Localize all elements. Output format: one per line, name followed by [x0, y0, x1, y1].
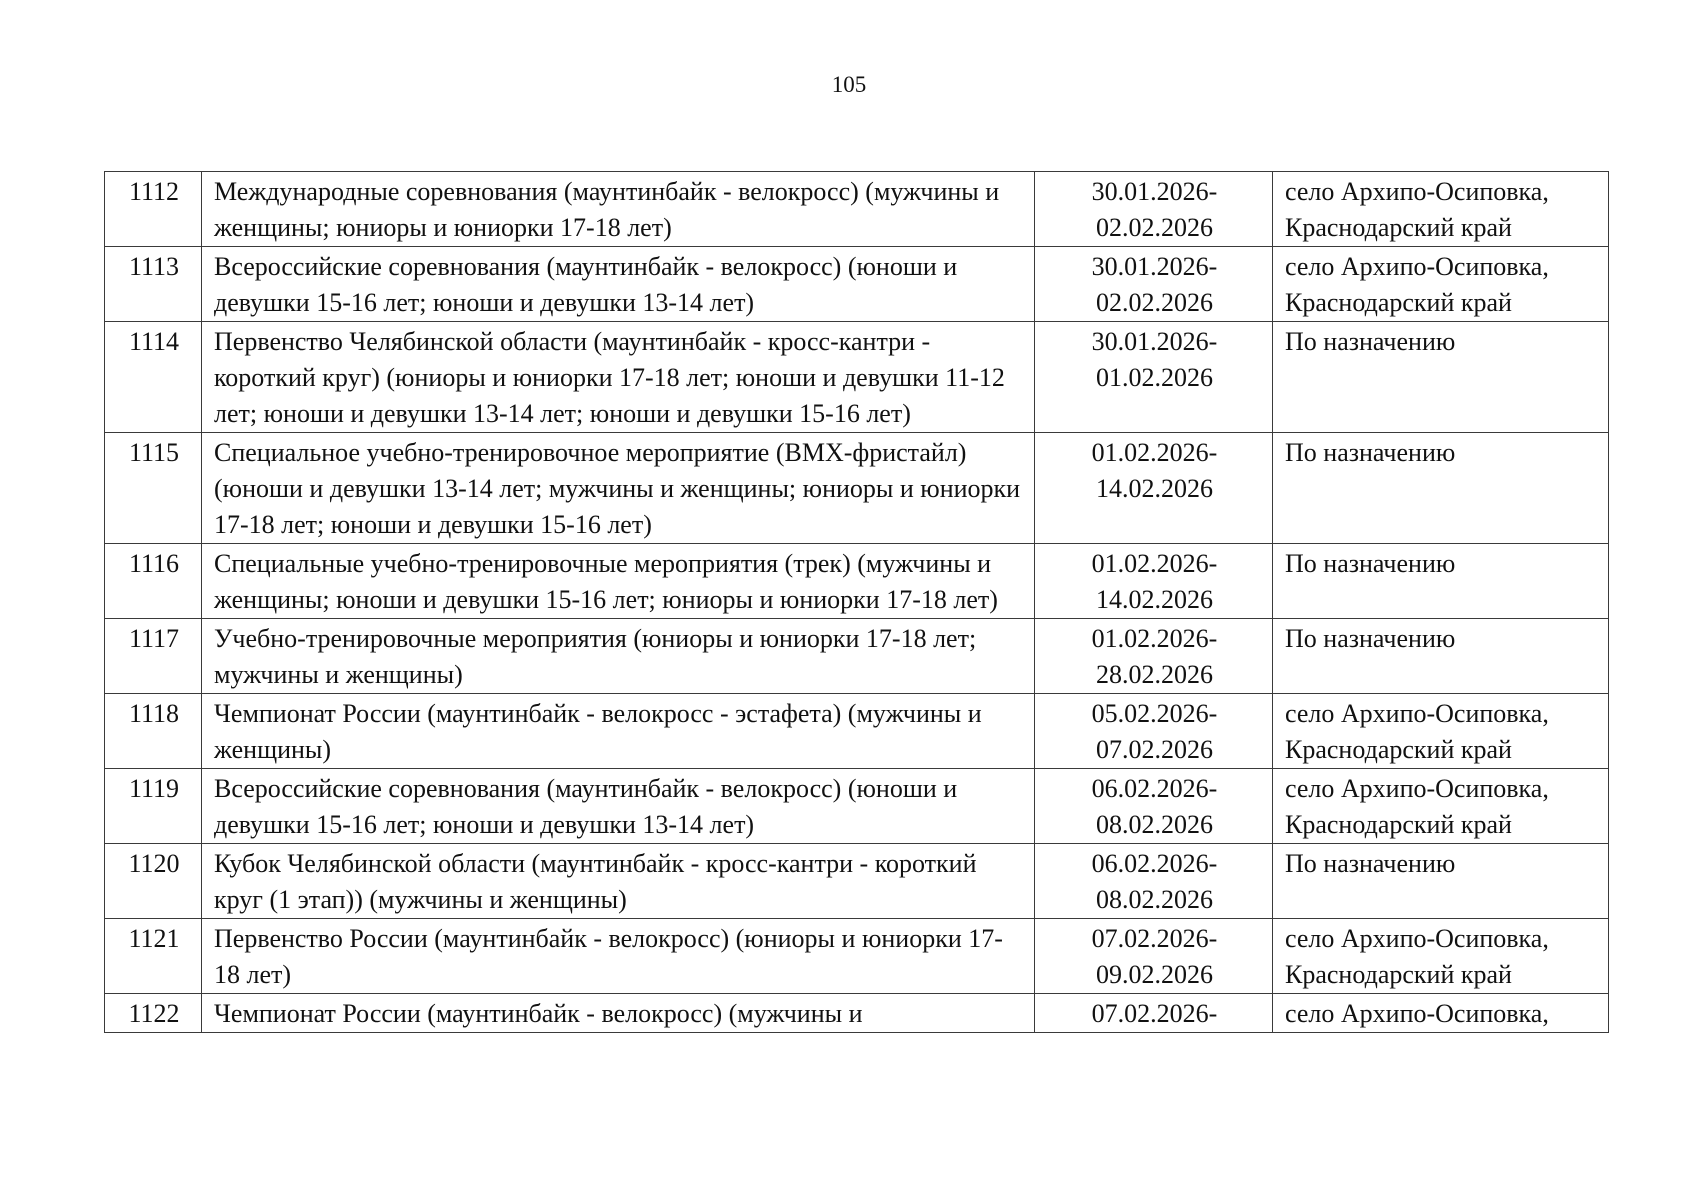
table-row: [105, 322, 1609, 433]
event-place: село Архипо-Осиповка, Краснодарский край: [1273, 694, 1609, 769]
table-row: [105, 694, 1609, 769]
event-dates: 01.02.2026-28.02.2026: [1035, 619, 1273, 694]
table-row: [105, 844, 1609, 919]
event-title: Международные соревнования (маунтинбайк - велокросс) (мужчины и женщины; юниоры и юниорки 17-18 лет): [202, 172, 1035, 247]
page-number: 105: [831, 72, 867, 97]
event-place: По назначению: [1273, 544, 1609, 619]
event-dates: 30.01.2026-02.02.2026: [1035, 247, 1273, 322]
event-title: Специальное учебно-тренировочное мероприятие (BMX-фристайл) (юноши и девушки 13-14 лет; мужчины и женщины; юниоры и юниорки 17-18 лет; юноши и девушки 15-16 лет): [202, 433, 1035, 544]
event-dates: 07.02.2026-: [1035, 994, 1273, 1033]
event-place: село Архипо-Осиповка, Краснодарский край: [1273, 919, 1609, 994]
event-title: Учебно-тренировочные мероприятия (юниоры и юниорки 17-18 лет; мужчины и женщины): [202, 619, 1035, 694]
event-number: 1115: [105, 433, 202, 544]
event-number: 1121: [105, 919, 202, 994]
table-row: [105, 619, 1609, 694]
event-title: Первенство Челябинской области (маунтинбайк - кросс-кантри - короткий круг) (юниоры и юниорки 17-18 лет; юноши и девушки 11-12 лет; юноши и девушки 13-14 лет; юноши и девушки 15-16 лет): [202, 322, 1035, 433]
event-dates: 06.02.2026-08.02.2026: [1035, 769, 1273, 844]
event-number: 1122: [105, 994, 202, 1033]
event-dates: 01.02.2026-14.02.2026: [1035, 433, 1273, 544]
event-title: Чемпионат России (маунтинбайк - велокросс - эстафета) (мужчины и женщины): [202, 694, 1035, 769]
event-place: По назначению: [1273, 433, 1609, 544]
table-row: [105, 172, 1609, 247]
event-title: Кубок Челябинской области (маунтинбайк - кросс-кантри - короткий круг (1 этап)) (мужчины и женщины): [202, 844, 1035, 919]
table-row: [105, 994, 1609, 1033]
event-title: Первенство России (маунтинбайк - велокросс) (юниоры и юниорки 17-18 лет): [202, 919, 1035, 994]
event-place: село Архипо-Осиповка, Краснодарский край: [1273, 172, 1609, 247]
event-place: По назначению: [1273, 322, 1609, 433]
event-number: 1118: [105, 694, 202, 769]
table-row: [105, 769, 1609, 844]
event-number: 1114: [105, 322, 202, 433]
event-title: Всероссийские соревнования (маунтинбайк - велокросс) (юноши и девушки 15-16 лет; юноши и девушки 13-14 лет): [202, 247, 1035, 322]
event-place: село Архипо-Осиповка,: [1273, 994, 1609, 1033]
event-number: 1112: [105, 172, 202, 247]
event-dates: 30.01.2026-01.02.2026: [1035, 322, 1273, 433]
table-row: [105, 247, 1609, 322]
event-title: Чемпионат России (маунтинбайк - велокросс) (мужчины и: [202, 994, 1035, 1033]
event-place: По назначению: [1273, 619, 1609, 694]
event-dates: 05.02.2026-07.02.2026: [1035, 694, 1273, 769]
event-title: Специальные учебно-тренировочные мероприятия (трек) (мужчины и женщины; юноши и девушки 15-16 лет; юниоры и юниорки 17-18 лет): [202, 544, 1035, 619]
event-dates: 06.02.2026-08.02.2026: [1035, 844, 1273, 919]
event-number: 1119: [105, 769, 202, 844]
event-number: 1116: [105, 544, 202, 619]
event-place: По назначению: [1273, 844, 1609, 919]
table-row: [105, 433, 1609, 544]
event-place: село Архипо-Осиповка, Краснодарский край: [1273, 247, 1609, 322]
event-number: 1120: [105, 844, 202, 919]
event-number: 1117: [105, 619, 202, 694]
event-number: 1113: [105, 247, 202, 322]
event-title: Всероссийские соревнования (маунтинбайк - велокросс) (юноши и девушки 15-16 лет; юноши и девушки 13-14 лет): [202, 769, 1035, 844]
event-dates: 07.02.2026-09.02.2026: [1035, 919, 1273, 994]
event-place: село Архипо-Осиповка, Краснодарский край: [1273, 769, 1609, 844]
event-dates: 30.01.2026-02.02.2026: [1035, 172, 1273, 247]
events-table: [104, 171, 1609, 1033]
table-row: [105, 919, 1609, 994]
event-dates: 01.02.2026-14.02.2026: [1035, 544, 1273, 619]
table-row: [105, 544, 1609, 619]
